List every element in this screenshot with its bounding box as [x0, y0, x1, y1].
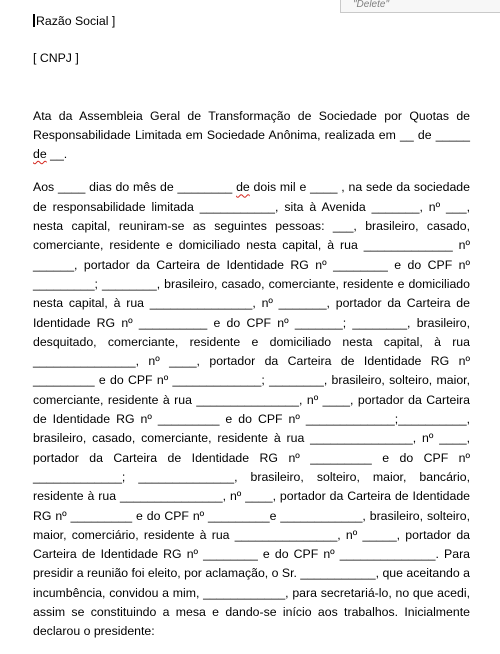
document-title [33, 107, 470, 165]
title-spellcheck-word[interactable]: de [33, 147, 47, 162]
title-text-after: __. [46, 147, 68, 162]
title-text-before: Ata da Assembleia Geral de Transformação de Sociedade por Quotas de Responsabilidade Limitada em Sociedade Anônima, realizada em __ de _____ [33, 108, 470, 142]
cnpj-field[interactable] [33, 49, 470, 68]
cnpj-text: [ CNPJ ] [33, 51, 79, 66]
razao-social-field[interactable] [33, 12, 470, 31]
delete-hint-label: "Delete" [353, 0, 390, 10]
body-spellcheck-word[interactable]: de [236, 180, 250, 195]
document-page [33, 12, 470, 654]
body-text-part1: Aos ____ dias do mês de ________ [33, 180, 237, 195]
body-text-part2: dois mil e ____ , na sede da sociedade de responsabilidade limitada ___________, sita à Avenida _______, nº ___, nesta capital, reuniram-se as seguintes pessoas: ___, brasileiro, casado, comerciante, residente e domiciliado nesta capital, à rua _____________ nº ______, portador da Carteira de Identidade RG nº ________ e do CPF nº _________; ________, brasileiro, casado, comerciante, residente e domiciliado nesta capital, à rua _______________, nº _______, portador da Carteira de Identidade RG nº __________ e do CPF nº _______; ________, brasileiro, desquitado, comerciante, residente e domiciliado nesta capital, à rua _______________, nº ____, portador da Carteira de Identidade RG nº _________ e do CPF nº _____________; ________, brasileiro, solteiro, maior, comerciante, residente à rua _______________, nº ____, portador da Carteira de Identidade RG nº _________ e do CPF nº _____________;__________, brasileiro, casado, comerciante, residente à rua _______________, nº ____, portador da Carteira de Identidade RG nº _________ e do CPF nº _____________; ______________, brasileiro, solteiro, maior, bancário, residente à rua _______________, nº ____, portador da Carteira de Identidade RG nº _________ e do CPF nº _________e ____________, brasileiro, solteiro, maior, comerciário, residente à rua _______________, nº _____, portador da Carteira de Identidade RG nº ________ e do CPF nº ______________. Para presidir a reunião foi eleito, por aclamação, o Sr. ___________, que aceitando a incumbência, convidou a mim, ____________, para secretariá-lo, no que acedi, assim se constituindo a mesa e dando-se início aos trabalhos. Inicialmente declarou o presidente: [33, 180, 470, 639]
text-cursor [33, 14, 35, 27]
document-body-paragraph [33, 178, 470, 641]
razao-social-text: Razão Social ] [36, 14, 116, 28]
